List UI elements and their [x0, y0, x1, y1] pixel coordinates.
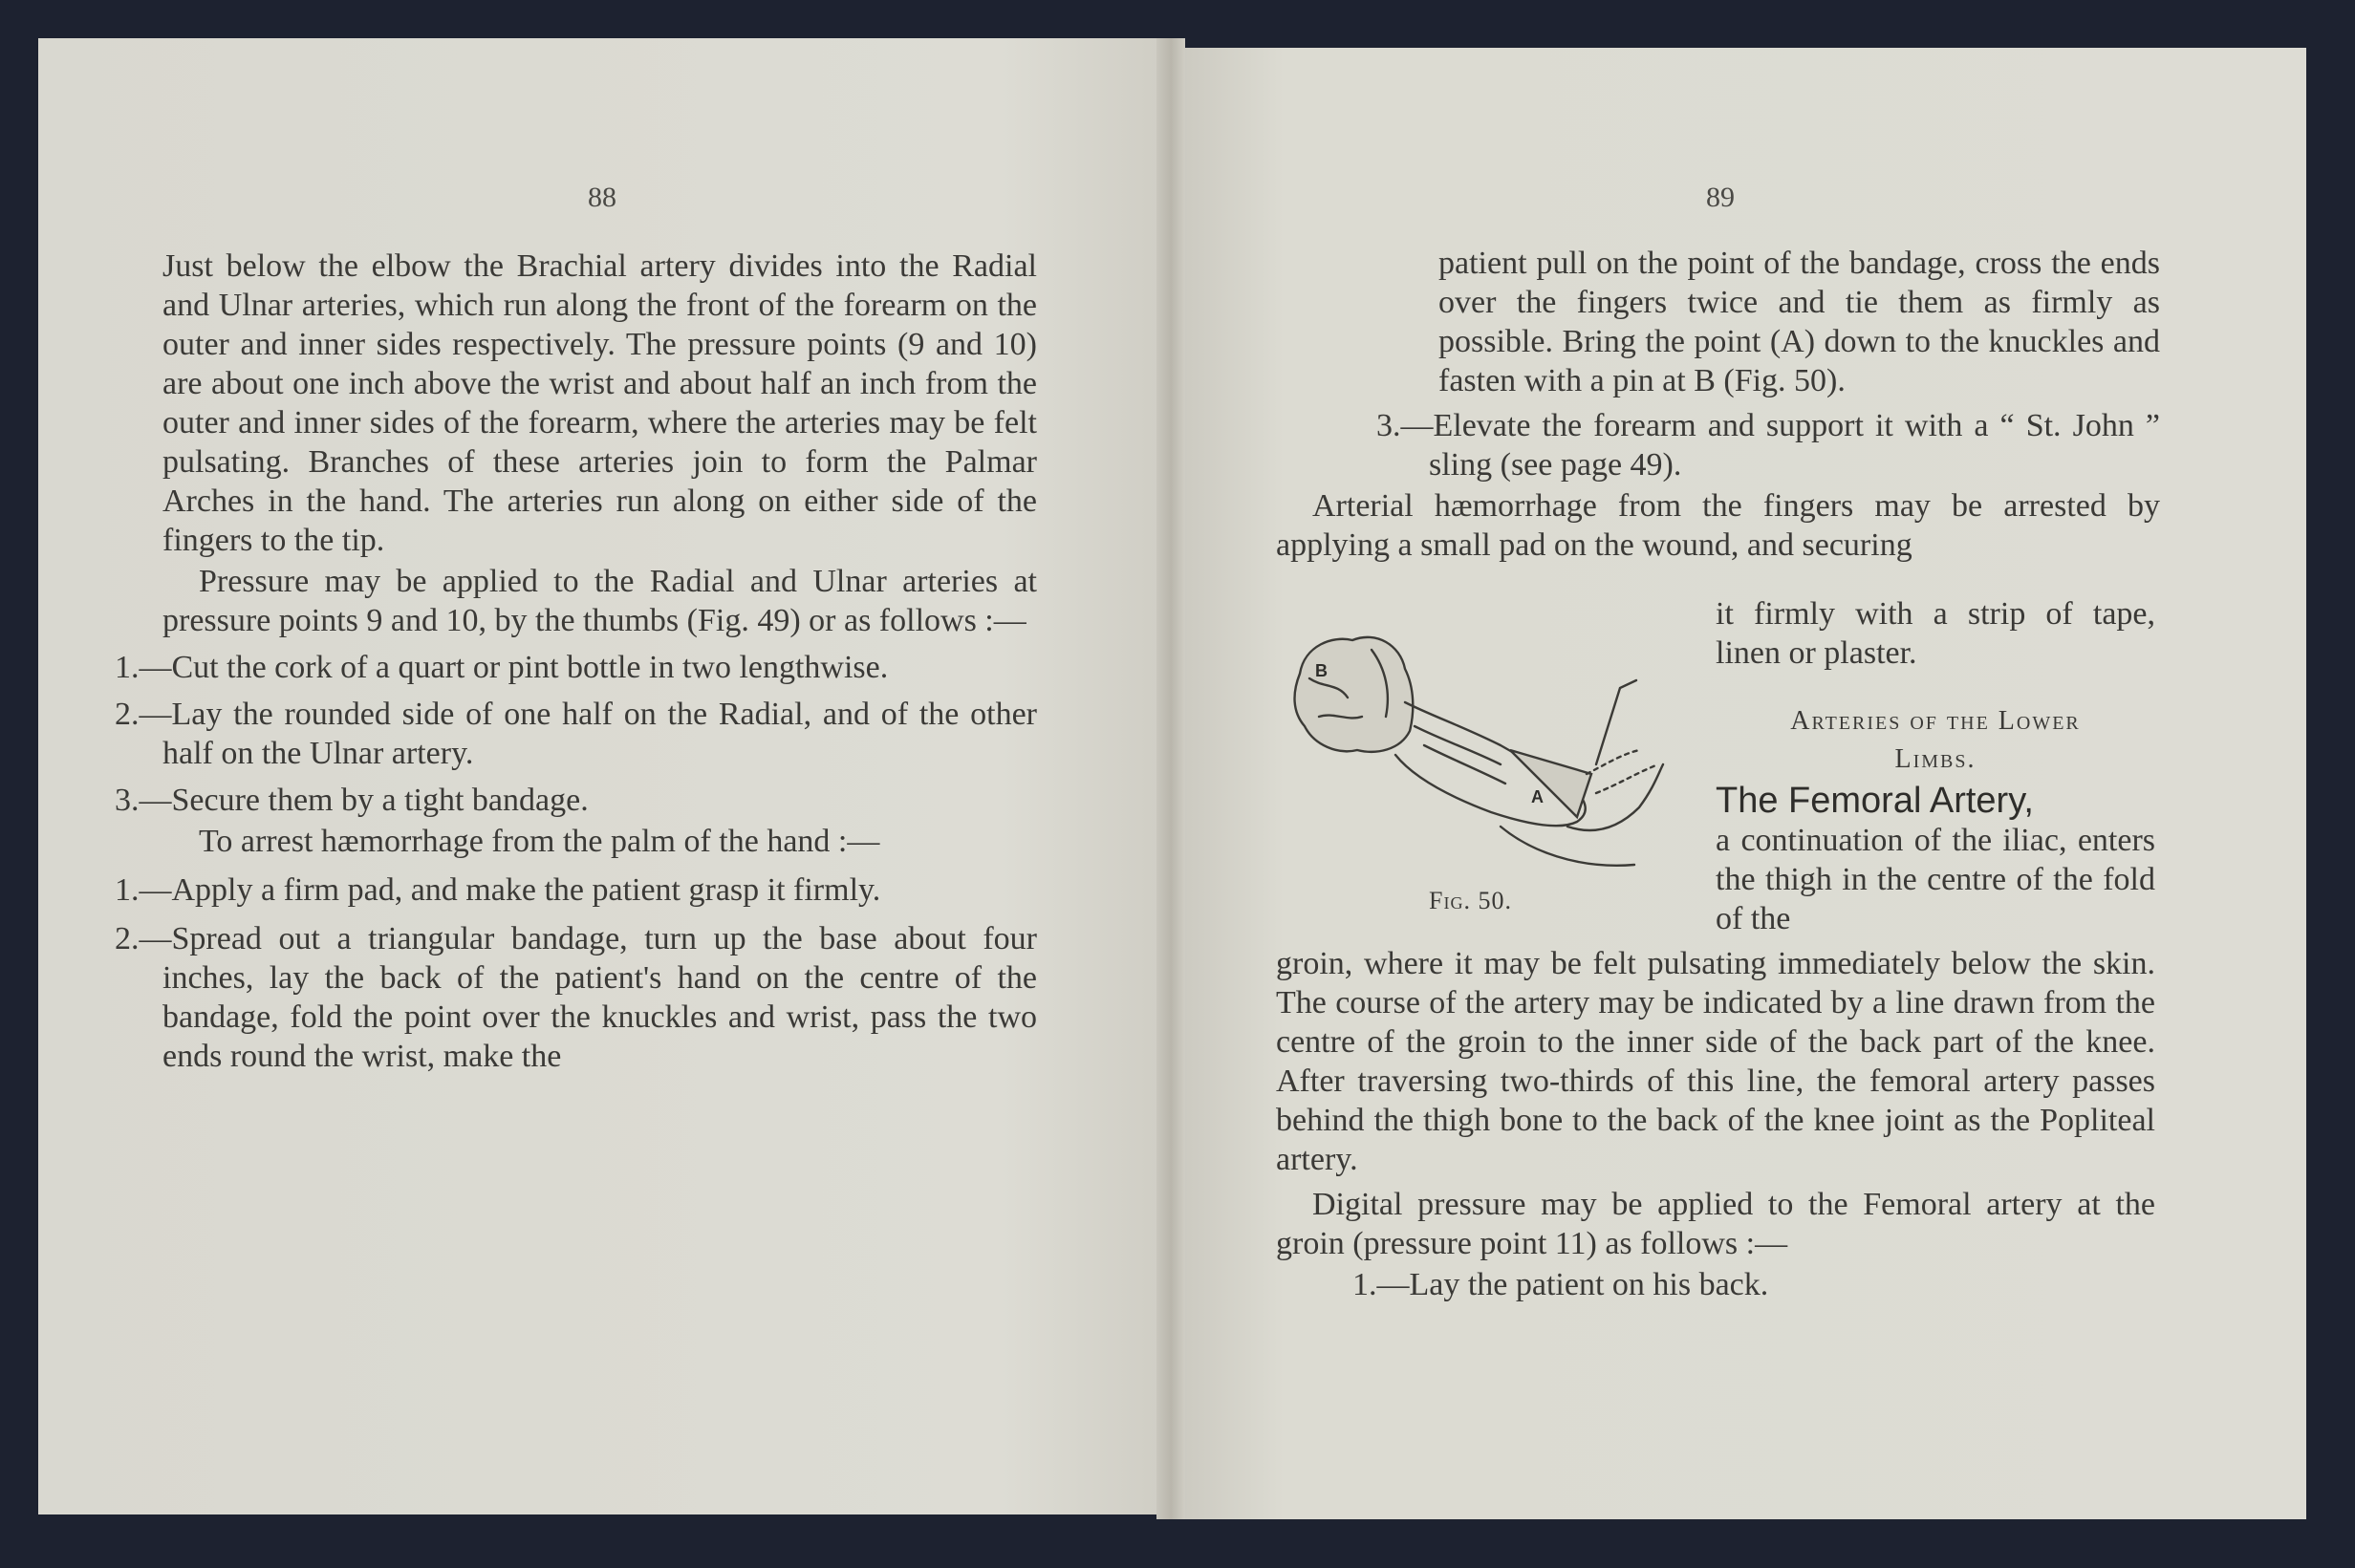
femoral-side-text — [1716, 782, 2155, 938]
paragraph: groin, where it may be felt pulsating immediately below the skin. The course of the artery may be indicated by a line drawn from the centre of the groin to the inner side of the back part of the knee. After traversing two-thirds of this line, the femoral artery passes behind the thigh bone to the back of the knee joint as the Popliteal artery. — [1276, 946, 2155, 1177]
right-page-bottom-text — [1276, 944, 2155, 1304]
book-gutter — [1156, 38, 1185, 1519]
paragraph: patient pull on the point of the bandage, cross the ends over the fingers twice and tie them as firmly as possible. Bring the point (A) down to the knuckles and fasten with a pin at B (Fig. 50). — [1438, 246, 2160, 398]
hand-bandage-figure — [1281, 621, 1701, 889]
list-item: 1.—Lay the patient on his back. — [1352, 1267, 1769, 1302]
list-item: 2.—Lay the rounded side of one half on the Radial, and of the other half on the Ulnar artery. — [115, 697, 1037, 771]
list-item: 1.—Apply a firm pad, and make the patient grasp it firmly. — [115, 872, 881, 908]
page-number-left: 88 — [588, 182, 616, 213]
page-number-right: 89 — [1706, 182, 1735, 213]
paragraph: it firmly with a strip of tape, linen or plaster. — [1716, 596, 2155, 671]
list-item: 3.—Secure them by a tight bandage. — [115, 783, 589, 818]
list-item: 3.—Elevate the forearm and support it with a “ St. John ” sling (see page 49). — [1376, 408, 2160, 483]
paragraph: Arterial hæmorrhage from the fingers may be arrested by applying a small pad on the wound, and securing — [1276, 488, 2160, 563]
paragraph: a continuation of the iliac, enters the thigh in the centre of the fold of the — [1716, 823, 2155, 936]
section-title-line: Arteries of the Lower — [1790, 706, 2081, 736]
section-title — [1711, 702, 2160, 779]
paragraph: Pressure may be applied to the Radial and Ulnar arteries at pressure points 9 and 10, by the thumbs (Fig. 49) or as follows :— — [162, 564, 1037, 638]
figure-label-b: B — [1315, 661, 1328, 680]
femoral-heading: The Femoral Artery, — [1716, 781, 2034, 821]
list-item: 2.—Spread out a triangular bandage, turn up the base about four inches, lay the back of the patient's hand on the centre of the bandage, fold the point over the knuckles and wrist, pass the two ends round the wrist, make the — [115, 921, 1037, 1074]
paragraph: Just below the elbow the Brachial artery divides into the Radial and Ulnar arteries, which run along the front of the forearm on the outer and inner sides respectively. The pressure points (9 and 10) are about one inch above the wrist and about half an inch from the outer and inner sides of the forearm, where the arteries may be felt pulsating. Branches of these arteries join to form the Palmar Arches in the hand. The arteries run along on either side of the fingers to the tip. — [162, 248, 1037, 558]
section-title-line: Limbs. — [1894, 744, 1977, 774]
right-page-side-text — [1716, 594, 2155, 673]
right-page-top-text — [1276, 244, 2160, 565]
left-page-text — [115, 247, 1037, 1076]
figure-label-a: A — [1531, 787, 1544, 806]
paragraph: Digital pressure may be applied to the Femoral artery at the groin (pressure point 11) as follows :— — [1276, 1187, 2155, 1261]
list-item: 1.—Cut the cork of a quart or pint bottle in two lengthwise. — [115, 650, 889, 685]
figure-caption: Fig. 50. — [1429, 887, 1512, 914]
paragraph: To arrest hæmorrhage from the palm of the hand :— — [199, 824, 880, 859]
